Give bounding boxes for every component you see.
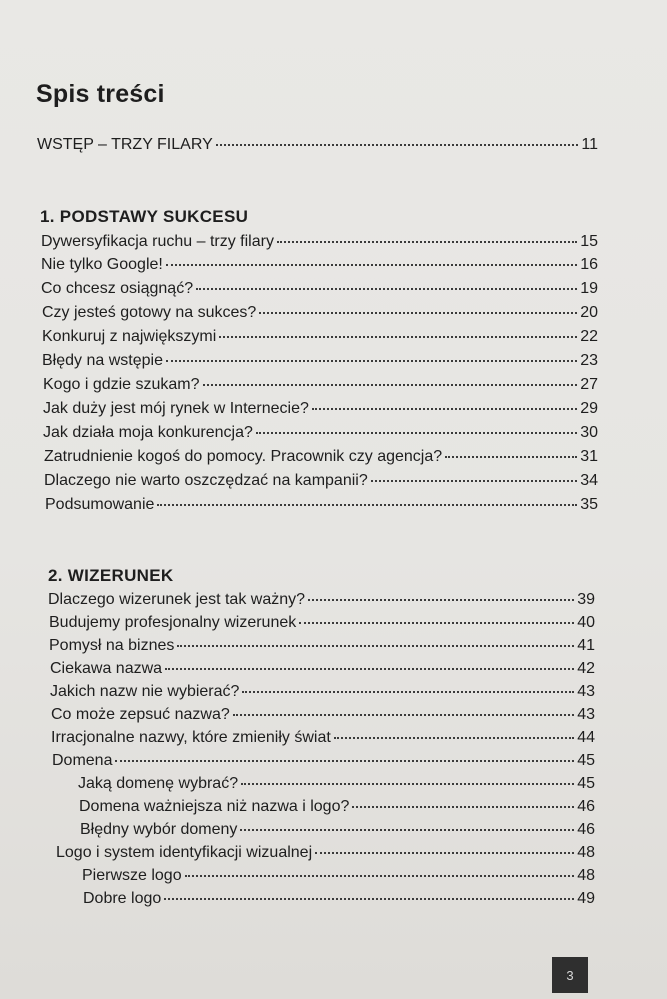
leader-dots xyxy=(196,288,577,290)
leader-dots xyxy=(216,144,579,146)
toc-entry-page: 43 xyxy=(577,706,595,723)
toc-entry-sub xyxy=(79,798,595,816)
toc-entry-label: Ciekawa nazwa xyxy=(50,660,163,677)
toc-entry-page: 44 xyxy=(577,729,595,746)
toc-entry-label: Jakich nazw nie wybierać? xyxy=(50,683,240,700)
toc-entry-label: Co może zepsuć nazwa? xyxy=(51,706,230,723)
toc-entry-sub xyxy=(78,775,595,793)
leader-dots xyxy=(308,599,574,601)
leader-dots xyxy=(185,875,575,877)
toc-entry-label: Kogo i gdzie szukam? xyxy=(43,376,200,393)
toc-entry-label: Zatrudnienie kogoś do pomocy. Pracownik czy agencja? xyxy=(44,448,443,465)
toc-entry-label: Pierwsze logo xyxy=(82,867,182,884)
toc-entry-page: 23 xyxy=(580,352,598,369)
toc-entry-page: 39 xyxy=(577,591,595,608)
toc-entry-label: Czy jesteś gotowy na sukces? xyxy=(42,304,257,321)
toc-entry-page: 34 xyxy=(580,472,598,489)
toc-entry xyxy=(41,280,598,298)
toc-entry-page: 42 xyxy=(577,660,595,677)
section-heading: 2. WIZERUNEK xyxy=(48,566,174,585)
leader-dots xyxy=(233,714,574,716)
toc-entry xyxy=(49,637,595,655)
toc-entry-label: Pomysł na biznes xyxy=(49,637,175,654)
toc-entry-page: 46 xyxy=(577,821,595,838)
toc-entry-page: 49 xyxy=(577,890,595,907)
toc-entry xyxy=(52,752,595,770)
toc-entry-page: 15 xyxy=(580,233,598,250)
leader-dots xyxy=(240,829,574,831)
toc-entry-page: 30 xyxy=(580,424,598,441)
toc-entry-page: 40 xyxy=(577,614,595,631)
toc-entry-page: 29 xyxy=(580,400,598,417)
toc-entry-page: 48 xyxy=(577,844,595,861)
toc-entry xyxy=(56,844,595,862)
toc-entry-label: Konkuruj z największymi xyxy=(42,328,217,345)
leader-dots xyxy=(166,360,577,362)
toc-entry-page: 19 xyxy=(580,280,598,297)
toc-entry-sub xyxy=(82,867,595,885)
leader-dots xyxy=(445,456,577,458)
toc-entry xyxy=(49,614,595,632)
toc-entry xyxy=(43,400,598,418)
toc-entry-label: Logo i system identyfikacji wizualnej xyxy=(56,844,313,861)
toc-entry-label: Jaką domenę wybrać? xyxy=(78,775,239,792)
page-number: 3 xyxy=(566,967,574,983)
toc-entry xyxy=(50,683,595,701)
toc-entry xyxy=(42,352,598,370)
leader-dots xyxy=(241,783,574,785)
leader-dots xyxy=(177,645,574,647)
leader-dots xyxy=(334,737,574,739)
toc-entry-label: Dywersyfikacja ruchu – trzy filary xyxy=(41,233,274,250)
toc-entry-page: 35 xyxy=(580,496,598,513)
toc-entry-page: 31 xyxy=(580,448,598,465)
toc-entry xyxy=(48,591,595,609)
toc-entry-page: 46 xyxy=(577,798,595,815)
toc-entry-label: Budujemy profesjonalny wizerunek xyxy=(49,614,297,631)
toc-entry xyxy=(45,496,598,514)
toc-entry-page: 11 xyxy=(581,136,598,153)
toc-entry-label: Podsumowanie xyxy=(45,496,155,513)
toc-entry xyxy=(44,448,598,466)
toc-entry-page: 45 xyxy=(577,752,595,769)
toc-entry xyxy=(41,256,598,274)
section-heading: 1. PODSTAWY SUKCESU xyxy=(40,207,249,226)
toc-entry-label: Jak duży jest mój rynek w Internecie? xyxy=(43,400,309,417)
page-number-badge xyxy=(552,957,588,993)
toc-entry-label: Domena ważniejsza niż nazwa i logo? xyxy=(79,798,350,815)
toc-entry-label: Dlaczego nie warto oszczędzać na kampanii? xyxy=(44,472,368,489)
toc-entry-label: Jak działa moja konkurencja? xyxy=(43,424,253,441)
toc-entry-label: WSTĘP – TRZY FILARY xyxy=(37,136,213,153)
toc-entry-page: 20 xyxy=(580,304,598,321)
leader-dots xyxy=(315,852,574,854)
leader-dots xyxy=(277,241,577,243)
toc-entry xyxy=(43,424,598,442)
toc-entry-page: 43 xyxy=(577,683,595,700)
toc-entry-label: Co chcesz osiągnąć? xyxy=(41,280,194,297)
toc-entry xyxy=(51,706,595,724)
toc-entry-page: 48 xyxy=(577,867,595,884)
toc-entry-intro xyxy=(37,136,598,154)
leader-dots xyxy=(299,622,574,624)
toc-entry-page: 22 xyxy=(580,328,598,345)
toc-entry-page: 41 xyxy=(577,637,595,654)
leader-dots xyxy=(352,806,574,808)
leader-dots xyxy=(256,432,577,434)
toc-entry-label: Błędy na wstępie xyxy=(42,352,163,369)
toc-entry-label: Domena xyxy=(52,752,113,769)
toc-entry-page: 45 xyxy=(577,775,595,792)
leader-dots xyxy=(219,336,577,338)
toc-entry-label: Dobre logo xyxy=(83,890,162,907)
leader-dots xyxy=(166,264,577,266)
toc-entry xyxy=(41,233,598,251)
toc-entry xyxy=(51,729,595,747)
leader-dots xyxy=(164,898,574,900)
leader-dots xyxy=(115,760,574,762)
leader-dots xyxy=(371,480,577,482)
toc-entry-label: Irracjonalne nazwy, które zmieniły świat xyxy=(51,729,331,746)
toc-entry-sub xyxy=(80,821,595,839)
toc-entry xyxy=(50,660,595,678)
toc-entry-page: 16 xyxy=(580,256,598,273)
toc-entry xyxy=(44,472,598,490)
leader-dots xyxy=(165,668,574,670)
toc-entry-label: Dlaczego wizerunek jest tak ważny? xyxy=(48,591,306,608)
toc-entry-sub xyxy=(83,890,595,908)
leader-dots xyxy=(312,408,577,410)
toc-entry xyxy=(42,304,598,322)
toc-entry xyxy=(42,328,598,346)
leader-dots xyxy=(242,691,574,693)
leader-dots xyxy=(157,504,577,506)
toc-entry-label: Nie tylko Google! xyxy=(41,256,163,273)
toc-entry-page: 27 xyxy=(580,376,598,393)
toc-entry xyxy=(43,376,598,394)
leader-dots xyxy=(203,384,578,386)
toc-entry-label: Błędny wybór domeny xyxy=(80,821,238,838)
leader-dots xyxy=(259,312,577,314)
page-title: Spis treści xyxy=(36,80,165,108)
